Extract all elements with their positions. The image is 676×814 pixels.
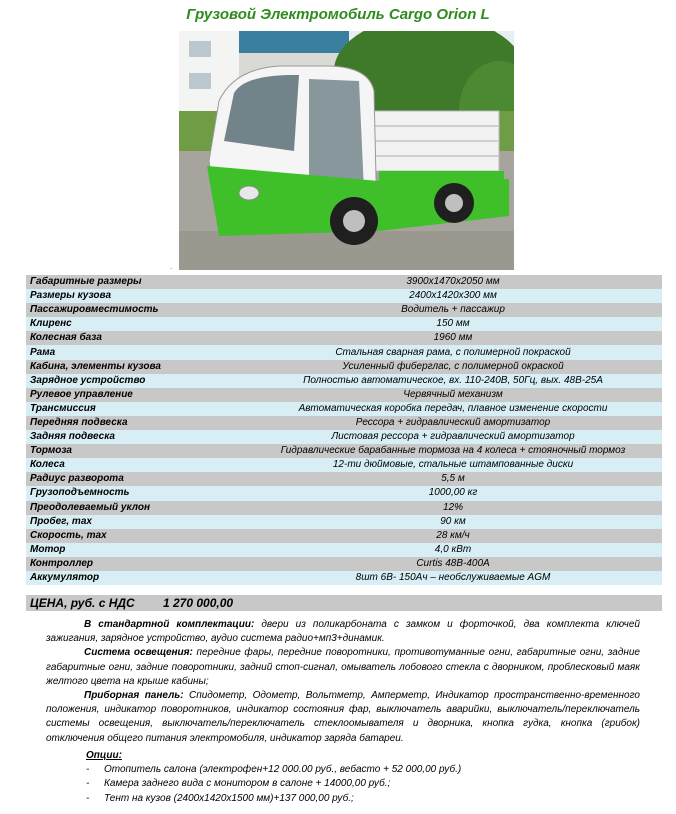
spec-label: Колесная база (26, 331, 244, 345)
spec-label: Скорость, max (26, 529, 244, 543)
spec-row (26, 543, 662, 557)
spec-label: Грузоподъемность (26, 486, 244, 500)
spec-value: 12-ти дюймовые, стальные штампованные диски (244, 458, 662, 472)
spec-row (26, 458, 662, 472)
option-dash: - (86, 778, 90, 790)
spec-value: 2400x1420x300 мм (244, 289, 662, 303)
photo-mark: . (170, 262, 173, 271)
cargo-truck-illustration (179, 31, 514, 270)
spec-value: Curtis 48В-400А (244, 557, 662, 571)
spec-value: Стальная сварная рама, с полимерной покраской (244, 345, 662, 359)
standard-heading: В стандартной комплектации: (84, 619, 255, 630)
spec-row (26, 571, 662, 585)
spec-value: Гидравлические барабанные тормоза на 4 колеса + стояночный тормоз (244, 444, 662, 458)
spec-label: Размеры кузова (26, 289, 244, 303)
option-item (86, 763, 646, 777)
standard-text: двери из поликарбоната с замком и форточкой, два комплекта ключей зажигания, зарядное устройство, аудио система радио+мп3+динамик. (46, 619, 640, 645)
spec-label: Задняя подвеска (26, 430, 244, 444)
spec-row (26, 289, 662, 303)
spec-label: Колеса (26, 458, 244, 472)
spec-label: Трансмиссия (26, 402, 244, 416)
option-text: Камера заднего вида с монитором в салоне + 14000,00 руб.; (104, 778, 391, 790)
description (46, 618, 640, 746)
spec-row (26, 345, 662, 359)
door-window (309, 79, 364, 191)
spec-value: 3900x1470x2050 мм (244, 275, 662, 289)
spec-value: Водитель + пассажир (244, 303, 662, 317)
spec-row (26, 515, 662, 529)
dashboard (46, 689, 640, 746)
option-dash: - (86, 764, 90, 776)
vehicle-photo (179, 31, 514, 270)
spec-row (26, 430, 662, 444)
spec-label: Рама (26, 345, 244, 359)
dashboard-heading: Приборная панель: (84, 690, 184, 702)
spec-value: Автоматическая коробка передач, плавное изменение скорости (244, 402, 662, 416)
spec-value: 5,5 м (244, 472, 662, 486)
spec-value: 28 км/ч (244, 529, 662, 543)
spec-row (26, 275, 662, 289)
spec-value: 12% (244, 501, 662, 515)
spec-row (26, 331, 662, 345)
spec-label: Клиренс (26, 317, 244, 331)
spec-row (26, 529, 662, 543)
spec-value: 150 мм (244, 317, 662, 331)
spec-label: Пробег, max (26, 515, 244, 529)
spec-label: Пассажировместимость (26, 303, 244, 317)
spec-label: Преодолеваемый уклон (26, 501, 244, 515)
lighting-heading: Система освещения: (84, 647, 193, 659)
spec-row (26, 317, 662, 331)
spec-label: Тормоза (26, 444, 244, 458)
spec-label: Радиус разворота (26, 472, 244, 486)
spec-label: Мотор (26, 543, 244, 557)
spec-row (26, 303, 662, 317)
specs-table (26, 275, 662, 585)
spec-row (26, 416, 662, 430)
spec-label: Рулевое управление (26, 388, 244, 402)
option-text: Отопитель салона (электрофен+12 000.00 руб., вебасто + 52 000,00 руб.) (104, 764, 462, 776)
spec-label: Кабина, элементы кузова (26, 360, 244, 374)
spec-row (26, 374, 662, 388)
spec-label: Габаритные размеры (26, 275, 244, 289)
spec-row (26, 501, 662, 515)
spec-label: Контроллер (26, 557, 244, 571)
spec-label: Зарядное устройство (26, 374, 244, 388)
spec-value: 90 км (244, 515, 662, 529)
lighting-text: передние фары, передние поворотники, противотуманные огни, габаритные огни, задние габаритные огни, задние поворотники, задний стоп-сигнал, омыватель лобового стекла с дворником, проблесковый маяк желтого цвета на крыше кабины; (46, 647, 640, 687)
spec-value: Рессора + гидравлический амортизатор (244, 416, 662, 430)
document-title: Грузовой Электромобиль Cargo Orion L (186, 6, 490, 23)
spec-label: Аккумулятор (26, 571, 244, 585)
spec-value: 8шт 6В- 150Ач – необслуживаемые AGM (244, 571, 662, 585)
option-dash: - (86, 792, 90, 804)
spec-label: Передняя подвеска (26, 416, 244, 430)
spec-row (26, 388, 662, 402)
options (86, 749, 646, 806)
option-item (86, 777, 646, 791)
spec-value: 1000,00 кг (244, 486, 662, 500)
option-text: Тент на кузов (2400х1420х1500 мм)+137 000,00 руб.; (104, 792, 354, 804)
options-list (86, 763, 646, 806)
spec-row (26, 486, 662, 500)
spec-row (26, 402, 662, 416)
lighting-system (46, 646, 640, 689)
spec-row (26, 472, 662, 486)
price-value: 1 270 000,00 (163, 596, 234, 610)
building-glass (239, 31, 349, 53)
spec-value: Усиленный фиберглас, с полимерной окраской (244, 360, 662, 374)
option-item (86, 792, 646, 806)
spec-value: 4,0 кВт (244, 543, 662, 557)
headlight (239, 186, 259, 200)
spec-value: Червячный механизм (244, 388, 662, 402)
price-bar (26, 595, 662, 611)
spec-value: Полностью автоматическое, вх. 110-240В, 50Гц, вых. 48В-25А (244, 374, 662, 388)
spec-row (26, 444, 662, 458)
spec-row (26, 360, 662, 374)
standard-equipment (46, 618, 640, 646)
price-label: ЦЕНА, руб. с НДС (30, 596, 135, 610)
spec-value: 1960 мм (244, 331, 662, 345)
dashboard-text: Спидометр, Одометр, Вольтметр, Амперметр, Индикатор пространственно-временного положения, индикатор поворотников, индикатор состояния фар, выключатель аварийки, выключатель/переключатель системы освещения, выключатель/переключатель стеклоомывателя и дворника, кнопка гудка, кнопка (грибок) отключения общего питания электромобиля, индикатор заряда батареи. (46, 690, 640, 744)
spec-row (26, 557, 662, 571)
options-heading: Опции: (86, 750, 122, 761)
spec-value: Листовая рессора + гидравлический амортизатор (244, 430, 662, 444)
